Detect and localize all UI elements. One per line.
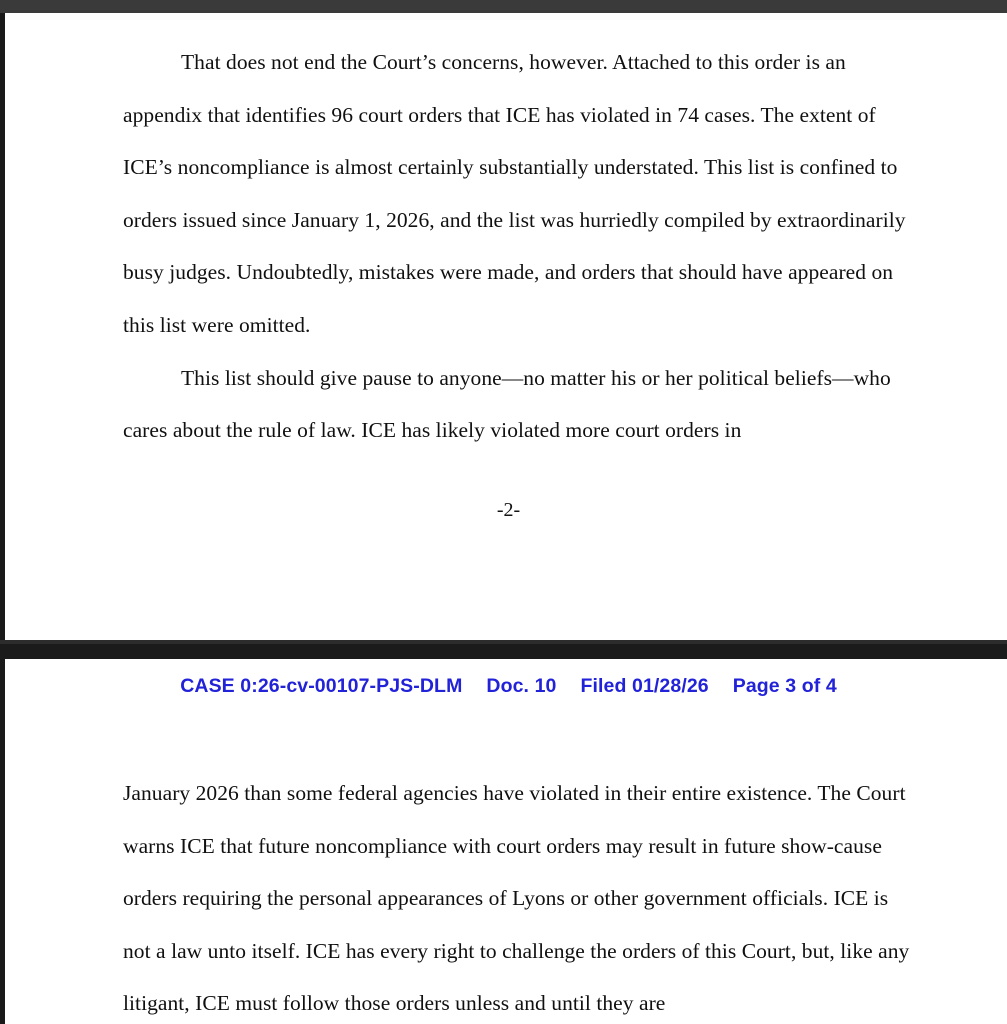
viewer-top-chrome-bar bbox=[0, 0, 1007, 13]
paragraph: That does not end the Court’s concerns, however. Attached to this order is an appendix that identifies 96 court orders that ICE has violated in 74 cases. The extent of ICE’s noncompliance is almost certainly substantially understated. This list is confined to orders issued since January 1, 2026, and the list was hurriedly compiled by extraordinarily busy judges. Undoubtedly, mistakes were made, and orders that should have appeared on this list were omitted. bbox=[123, 50, 906, 337]
document-body-lower bbox=[123, 767, 913, 1024]
page-separator-highlight bbox=[0, 640, 1007, 644]
ecf-doc-number: Doc. 10 bbox=[486, 675, 557, 697]
page-number-footer: -2- bbox=[496, 499, 521, 521]
ecf-case-header bbox=[5, 675, 1007, 698]
ecf-page-count: Page 3 of 4 bbox=[732, 675, 837, 697]
ecf-case-number: CASE 0:26-cv-00107-PJS-DLM bbox=[180, 675, 463, 697]
scanned-page-upper bbox=[0, 12, 1007, 641]
scanned-page-lower bbox=[0, 659, 1007, 1024]
paragraph: This list should give pause to anyone—no matter his or her political beliefs—who cares about the rule of law. ICE has likely violated more court orders in bbox=[123, 365, 891, 443]
paragraph: January 2026 than some federal agencies have violated in their entire existence. The Court warns ICE that future noncompliance with court orders may result in future show-cause orders requiring the personal appearances of Lyons or other government officials. ICE is not a law unto itself. ICE has every right to challenge the orders of this Court, but, like any litigant, ICE must follow those orders unless and until they are bbox=[123, 781, 910, 1016]
ecf-filed-date: Filed 01/28/26 bbox=[580, 675, 709, 697]
document-body-upper bbox=[123, 36, 913, 457]
page-separator-gap bbox=[0, 640, 1007, 659]
